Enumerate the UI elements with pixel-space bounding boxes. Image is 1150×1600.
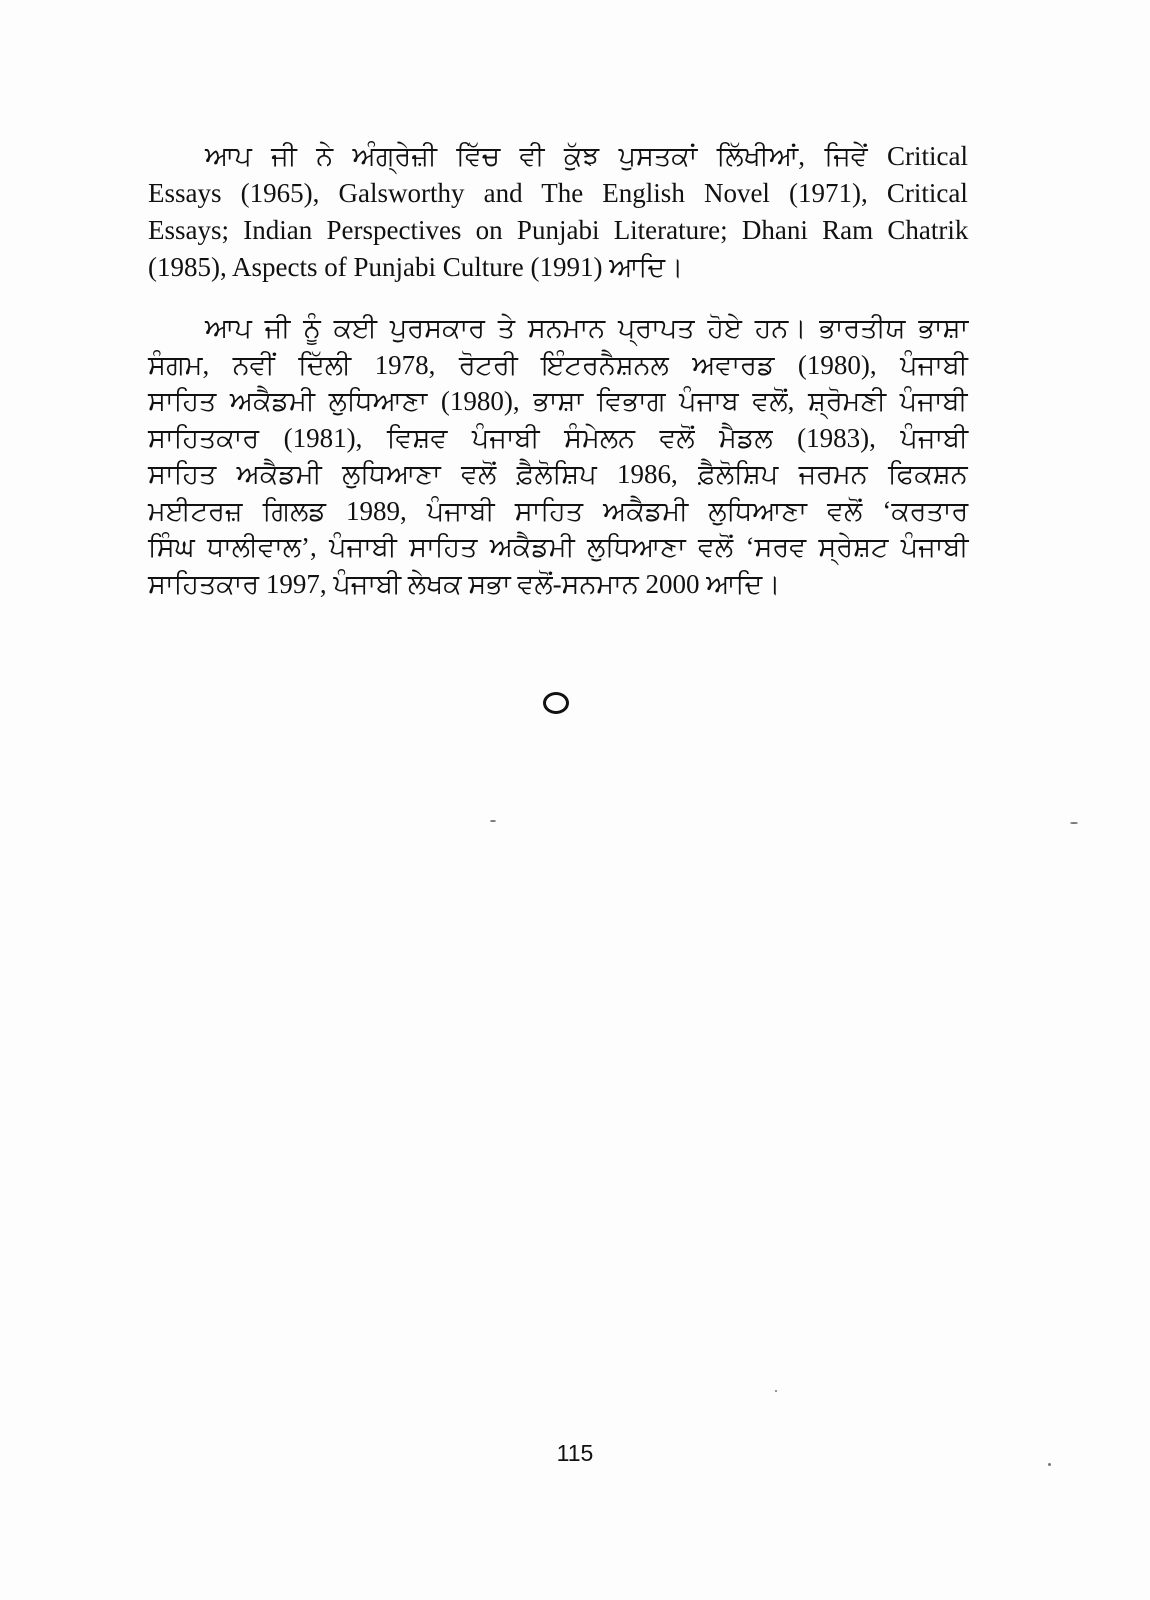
paragraph-awards xyxy=(148,310,968,602)
text-line: Essays; Indian Perspectives on Punjabi Literature; Dhani Ram Chatrik xyxy=(148,215,969,245)
text-line: ਸਾਹਿਤ ਅਕੈਡਮੀ ਲੁਧਿਆਣਾ ਵਲੋਂ ਫ਼ੈਲੋਸ਼ਿਪ 1986, ਫ਼ੈਲੋਸ਼ਿਪ ਜਰਮਨ ਫਿਕਸ਼ਨ xyxy=(148,459,968,489)
text-line: ਸੰਗਮ, ਨਵੀਂ ਦਿੱਲੀ 1978, ਰੋਟਰੀ ਇੰਟਰਨੈਸ਼ਨਲ ਅਵਾਰਡ (1980), ਪੰਜਾਬੀ xyxy=(148,349,968,380)
section-end-circle-icon xyxy=(543,692,569,714)
text-line: ਆਪ ਜੀ ਨੇ ਅੰਗ੍ਰੇਜ਼ੀ ਵਿੱਚ ਵੀ ਕੁੱਝ ਪੁਸਤਕਾਂ ਲਿੱਖੀਆਂ, ਜਿਵੇਂ Critical xyxy=(205,141,968,171)
text-line: ਸਿੰਘ ਧਾਲੀਵਾਲ’, ਪੰਜਾਬੀ ਸਾਹਿਤ ਅਕੈਡਮੀ ਲੁਧਿਆਣਾ ਵਲੋਂ ‘ਸਰਵ ਸ੍ਰੇਸ਼ਟ ਪੰਜਾਬੀ xyxy=(148,532,969,562)
text-line: Essays (1965), Galsworthy and The English Novel (1971), Critical xyxy=(148,178,968,208)
text-line: ਸਾਹਿਤ ਅਕੈਡਮੀ ਲੁਧਿਆਣਾ (1980), ਭਾਸ਼ਾ ਵਿਭਾਗ ਪੰਜਾਬ ਵਲੋਂ, ਸ਼੍ਰੋਮਣੀ ਪੰਜਾਬੀ xyxy=(148,386,968,416)
text-line: ਸਾਹਿਤਕਾਰ (1981), ਵਿਸ਼ਵ ਪੰਜਾਬੀ ਸੰਮੇਲਨ ਵਲੋਂ ਮੈਡਲ (1983), ਪੰਜਾਬੀ xyxy=(148,422,969,453)
scan-speck xyxy=(490,820,496,822)
scan-speck xyxy=(1070,822,1078,824)
text-line: ਆਪ ਜੀ ਨੂੰ ਕਈ ਪੁਰਸਕਾਰ ਤੇ ਸਨਮਾਨ ਪ੍ਰਾਪਤ ਹੋਏ ਹਨ। ਭਾਰਤੀਯ ਭਾਸ਼ਾ xyxy=(205,313,969,343)
text-line: ਸਾਹਿਤਕਾਰ 1997, ਪੰਜਾਬੀ ਲੇਖਕ ਸਭਾ ਵਲੋਂ-ਸਨਮਾਨ 2000 ਆਦਿ। xyxy=(148,568,781,599)
scan-speck xyxy=(775,1390,777,1392)
text-line: ਮਈਟਰਜ਼ ਗਿਲਡ 1989, ਪੰਜਾਬੀ ਸਾਹਿਤ ਅਕੈਡਮੀ ਲੁਧਿਆਣਾ ਵਲੋਂ ‘ਕਰਤਾਰ xyxy=(148,495,969,526)
paragraph-english-books xyxy=(148,138,968,286)
text-line: (1985), Aspects of Punjabi Culture (1991) ਆਦਿ। xyxy=(148,252,684,282)
page-number: 115 xyxy=(556,1440,594,1466)
